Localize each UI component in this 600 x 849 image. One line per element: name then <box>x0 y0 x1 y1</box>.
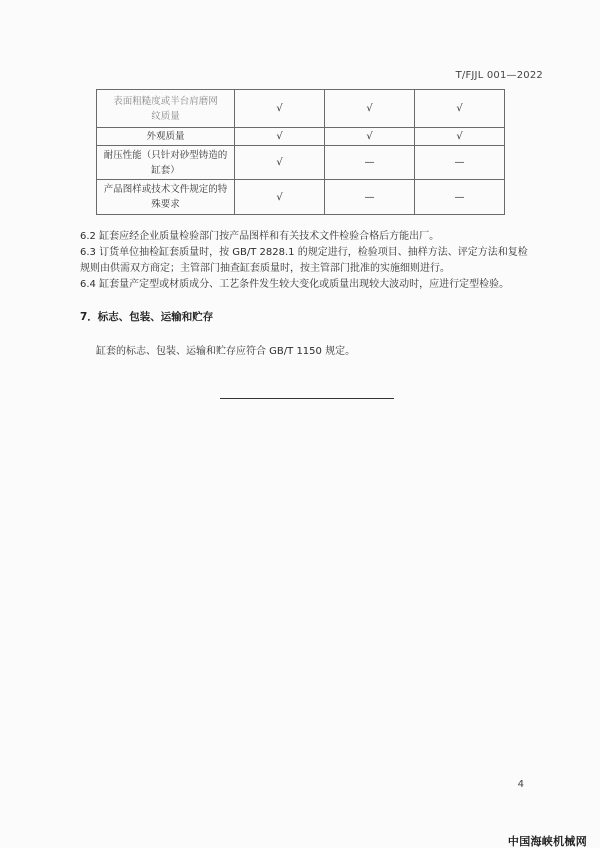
table-row <box>97 146 505 180</box>
table-cell-mark <box>325 128 415 146</box>
check-mark: √ <box>456 131 463 142</box>
table-cell-item <box>97 180 235 215</box>
check-mark: √ <box>276 191 283 203</box>
site-watermark: 中国海峡机械网 <box>507 835 587 848</box>
item-label: 耐压性能（只针对砂型铸造的缸套） <box>103 149 228 176</box>
table-row <box>97 90 505 128</box>
table-cell-item <box>97 128 235 146</box>
table-cell-mark <box>415 90 505 128</box>
table-cell-mark <box>325 146 415 180</box>
section-7-title: 7．标志、包装、运输和贮存 <box>80 311 214 323</box>
document-code: T/FJJL 001—2022 <box>455 70 543 81</box>
dash-mark: — <box>454 191 465 203</box>
item-label: 表面粗糙度或半台肩磨网纹质量 <box>113 95 218 122</box>
table-cell-item <box>97 146 235 180</box>
section-7-body: 缸套的标志、包装、运输和贮存应符合 GB/T 1150 规定。 <box>96 346 356 357</box>
table-row <box>97 180 505 215</box>
check-mark: √ <box>276 103 283 114</box>
item-label: 产品图样或技术文件规定的特殊要求 <box>103 184 228 210</box>
table-cell-mark <box>325 90 415 128</box>
table-cell-mark <box>415 128 505 146</box>
check-mark: √ <box>366 131 373 142</box>
clause-6-2: 6.2 缸套应经企业质量检验部门按产品图样和有关技术文件检验合格后方能出厂。 <box>80 231 440 242</box>
table-cell-mark <box>415 180 505 215</box>
table-cell-item <box>97 90 235 128</box>
check-mark: √ <box>276 157 283 168</box>
table-cell-mark <box>235 128 325 146</box>
table-row <box>97 128 505 146</box>
end-of-document-rule <box>220 398 394 399</box>
table-cell-mark <box>325 180 415 215</box>
dash-mark: — <box>454 157 465 168</box>
check-mark: √ <box>366 103 373 114</box>
page-number: 4 <box>517 779 524 790</box>
clause-6-4: 6.4 缸套量产定型或材质成分、工艺条件发生较大变化或质量出现较大波动时，应进行定型检验。 <box>80 279 510 290</box>
table-cell-mark <box>235 146 325 180</box>
item-label: 外观质量 <box>146 131 185 142</box>
dash-mark: — <box>364 191 375 203</box>
dash-mark: — <box>364 157 375 168</box>
table-cell-mark <box>235 180 325 215</box>
clause-6-3: 6.3 订货单位抽检缸套质量时，按 GB/T 2828.1 的规定进行，检验项目、抽样方法、评定方法和复检规则由供需双方商定；主管部门抽查缸套质量时，按主管部门批准的实施细则进行。 <box>80 247 528 274</box>
check-mark: √ <box>276 131 283 142</box>
check-mark: √ <box>456 103 463 114</box>
table-cell-mark <box>415 146 505 180</box>
table-cell-mark <box>235 90 325 128</box>
inspection-items-table <box>96 89 505 215</box>
